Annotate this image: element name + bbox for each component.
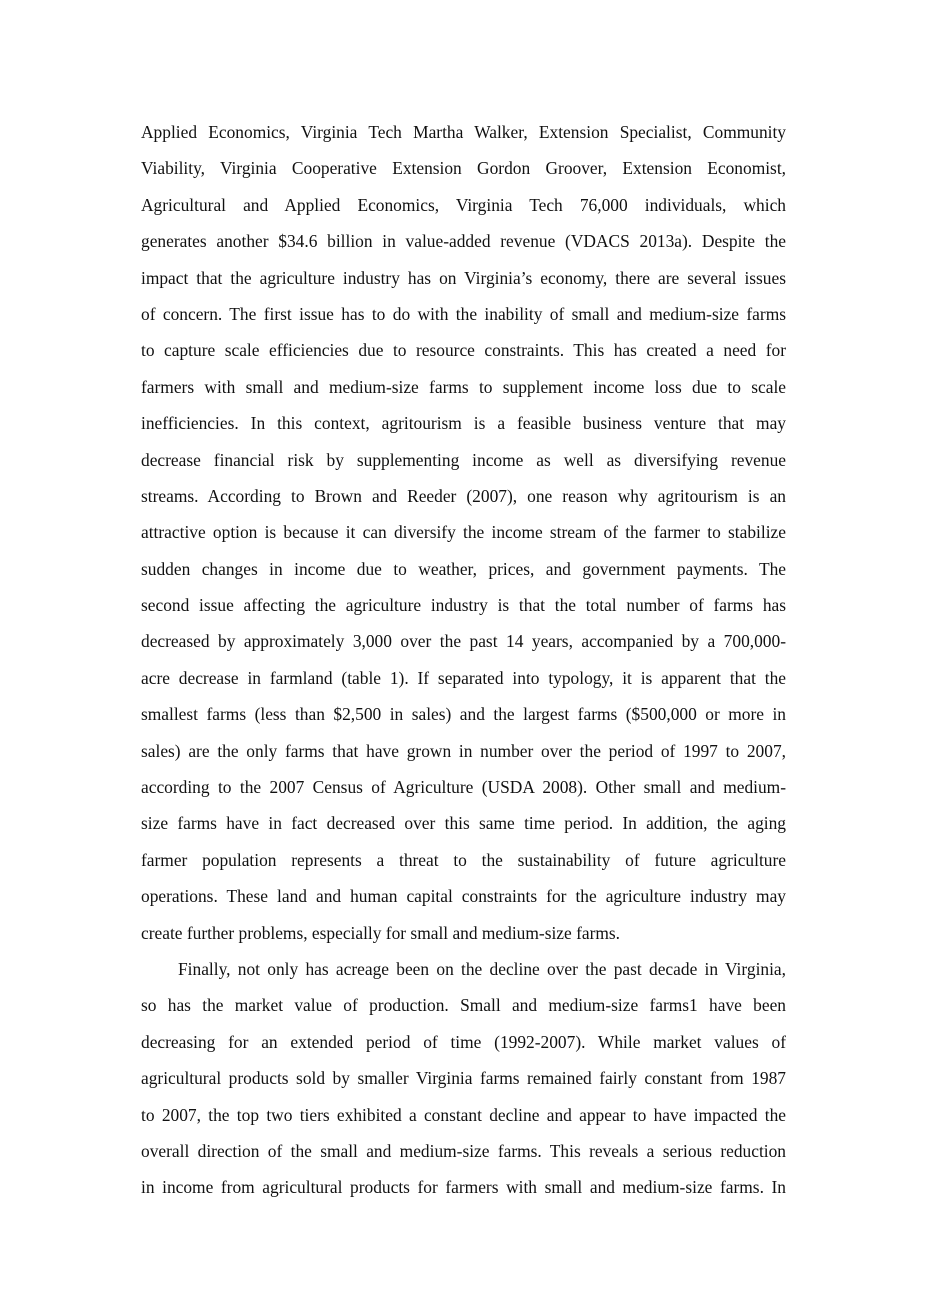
paragraph-1 (141, 118, 786, 955)
text-line: sudden changes in income due to weather, prices, and government payments. The (141, 558, 786, 579)
text-line: Finally, not only has acreage been on the decline over the past decade in Virginia, (178, 958, 786, 979)
text-line: decreasing for an extended period of time (1992-2007). While market values of (141, 1031, 786, 1052)
text-line: decreased by approximately 3,000 over the past 14 years, accompanied by a 700,000- (141, 631, 786, 652)
text-line: in income from agricultural products for farmers with small and medium-size farms. In (141, 1177, 786, 1198)
text-line: so has the market value of production. Small and medium-size farms1 have been (141, 995, 786, 1016)
text-line: size farms have in fact decreased over this same time period. In addition, the aging (141, 813, 786, 834)
text-line: acre decrease in farmland (table 1). If separated into typology, it is apparent that the (141, 667, 786, 688)
text-line: Agricultural and Applied Economics, Virginia Tech 76,000 individuals, which (141, 194, 786, 215)
text-line: overall direction of the small and medium-size farms. This reveals a serious reduction (141, 1140, 786, 1161)
text-line: to capture scale efficiencies due to resource constraints. This has created a need for (141, 340, 786, 361)
text-line: farmers with small and medium-size farms to supplement income loss due to scale (141, 376, 786, 397)
text-line: farmer population represents a threat to the sustainability of future agriculture (141, 849, 786, 870)
text-line: Applied Economics, Virginia Tech Martha Walker, Extension Specialist, Community (141, 122, 786, 142)
text-line: streams. According to Brown and Reeder (2007), one reason why agritourism is an (141, 485, 786, 506)
paragraph-2 (141, 955, 786, 1210)
text-line: smallest farms (less than $2,500 in sales) and the largest farms ($500,000 or more in (141, 704, 786, 725)
text-line: second issue affecting the agriculture industry is that the total number of farms has (141, 595, 786, 616)
text-line: generates another $34.6 billion in value-added revenue (VDACS 2013a). Despite the (141, 231, 786, 252)
text-line: of concern. The first issue has to do with the inability of small and medium-size farms (141, 303, 786, 324)
text-line: create further problems, especially for small and medium-size farms. (141, 922, 621, 943)
text-line: decrease financial risk by supplementing income as well as diversifying revenue (141, 449, 786, 470)
text-line: attractive option is because it can diversify the income stream of the farmer to stabilize (141, 522, 786, 543)
text-line: Viability, Virginia Cooperative Extension Gordon Groover, Extension Economist, (141, 158, 786, 179)
text-line: impact that the agriculture industry has on Virginia’s economy, there are several issues (141, 267, 786, 288)
text-line: agricultural products sold by smaller Virginia farms remained fairly constant from 1987 (141, 1068, 786, 1089)
text-line: to 2007, the top two tiers exhibited a constant decline and appear to have impacted the (141, 1104, 786, 1125)
text-line: operations. These land and human capital constraints for the agriculture industry may (141, 886, 786, 907)
text-line: inefficiencies. In this context, agritourism is a feasible business venture that may (141, 413, 786, 434)
text-line: according to the 2007 Census of Agriculture (USDA 2008). Other small and medium- (141, 777, 786, 798)
text-line: sales) are the only farms that have grown in number over the period of 1997 to 2007, (141, 740, 786, 761)
document-page (141, 118, 786, 1210)
